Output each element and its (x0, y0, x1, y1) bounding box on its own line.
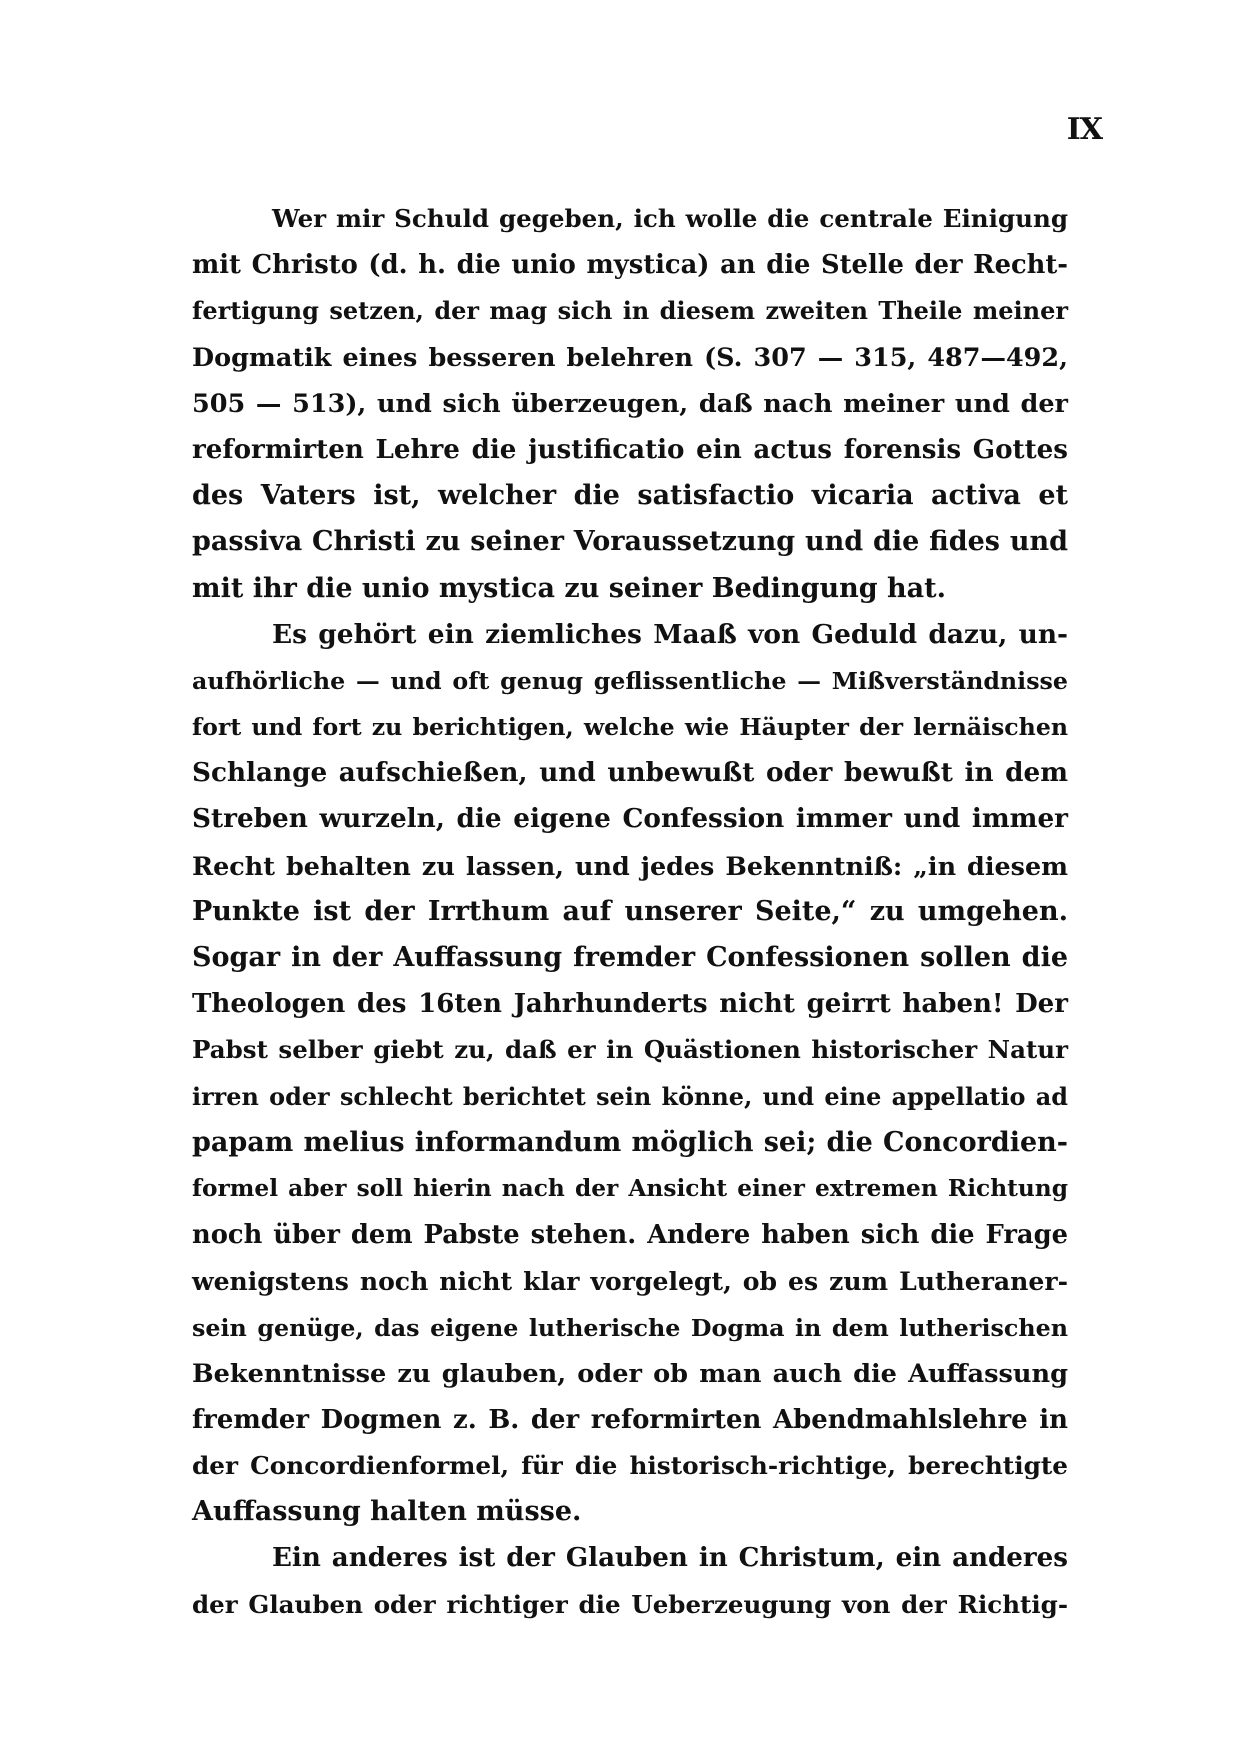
text-line: noch über dem Pabste stehen. Andere haben sich die Frage (192, 1220, 1068, 1251)
paragraph-1 (192, 196, 1068, 612)
text-line: Streben wurzeln, die eigene Confession immer und immer (192, 803, 1068, 835)
text-line: mit Christo (d. h. die unio mystica) an die Stelle der Recht- (192, 250, 1068, 281)
text-line: wenigstens noch nicht klar vorgelegt, ob es zum Lutheraner- (192, 1266, 1068, 1297)
text-line: irren oder schlecht berichtet sein könne, und eine appellatio ad (192, 1082, 1068, 1111)
text-line: Recht behalten zu lassen, und jedes Bekenntniß: „in diesem (192, 850, 1068, 881)
text-line: mit ihr die unio mystica zu seiner Bedingung hat. (192, 572, 946, 604)
text-line: Dogmatik eines besseren belehren (S. 307 — 315, 487—492, (192, 342, 1068, 373)
text-line: fort und fort zu berichtigen, welche wie Häupter der lernäischen (192, 713, 1068, 742)
text-line: Wer mir Schuld gegeben, ich wolle die centrale Einigung (272, 204, 1068, 233)
text-line: passiva Christi zu seiner Voraussetzung und die fides und (192, 526, 1068, 558)
text-line: Pabst selber giebt zu, daß er in Quästionen historischer Natur (192, 1035, 1068, 1065)
text-line: fremder Dogmen z. B. der reformirten Abendmahlslehre in (192, 1404, 1068, 1435)
text-line: Sogar in der Auffassung fremder Confessionen sollen die (192, 942, 1068, 973)
text-line: Auffassung halten müsse. (192, 1496, 582, 1528)
text-line: des Vaters ist, welcher die satisfactio vicaria activa et (192, 480, 1068, 512)
text-line: 505 — 513), und sich überzeugen, daß nach meiner und der (192, 388, 1068, 419)
text-line: Es gehört ein ziemliches Maaß von Geduld dazu, un- (272, 618, 1068, 650)
text-line: der Concordienformel, für die historisch-richtige, berechtigte (192, 1451, 1068, 1481)
text-line: Ein anderes ist der Glauben in Christum, ein anderes (272, 1542, 1068, 1574)
text-line: der Glauben oder richtiger die Ueberzeugung von der Richtig- (192, 1589, 1068, 1619)
paragraph-3 (192, 1535, 1068, 1627)
text-line: sein genüge, das eigene lutherische Dogma in dem lutherischen (192, 1313, 1068, 1342)
text-line: Schlange aufschießen, und unbewußt oder bewußt in dem (192, 757, 1068, 789)
text-line: fertigung setzen, der mag sich in diesem zweiten Theile meiner (192, 296, 1068, 326)
document-body (192, 196, 1068, 1628)
text-line: reformirten Lehre die justificatio ein actus forensis Gottes (192, 433, 1068, 465)
paragraph-2 (192, 612, 1068, 1536)
text-line: aufhörliche — und oft genug geflissentliche — Mißverständnisse (192, 666, 1068, 695)
text-line: Bekenntnisse zu glauben, oder ob man auch die Auffassung (192, 1358, 1068, 1389)
text-line: Theologen des 16ten Jahrhunderts nicht geirrt haben! Der (192, 989, 1068, 1020)
page-number: IX (1066, 112, 1102, 147)
text-line: Punkte ist der Irrthum auf unserer Seite,“ zu umgehen. (192, 895, 1068, 927)
text-line: papam melius informandum möglich sei; die Concordien- (192, 1126, 1068, 1158)
text-line: formel aber soll hierin nach der Ansicht einer extremen Richtung (192, 1174, 1068, 1202)
